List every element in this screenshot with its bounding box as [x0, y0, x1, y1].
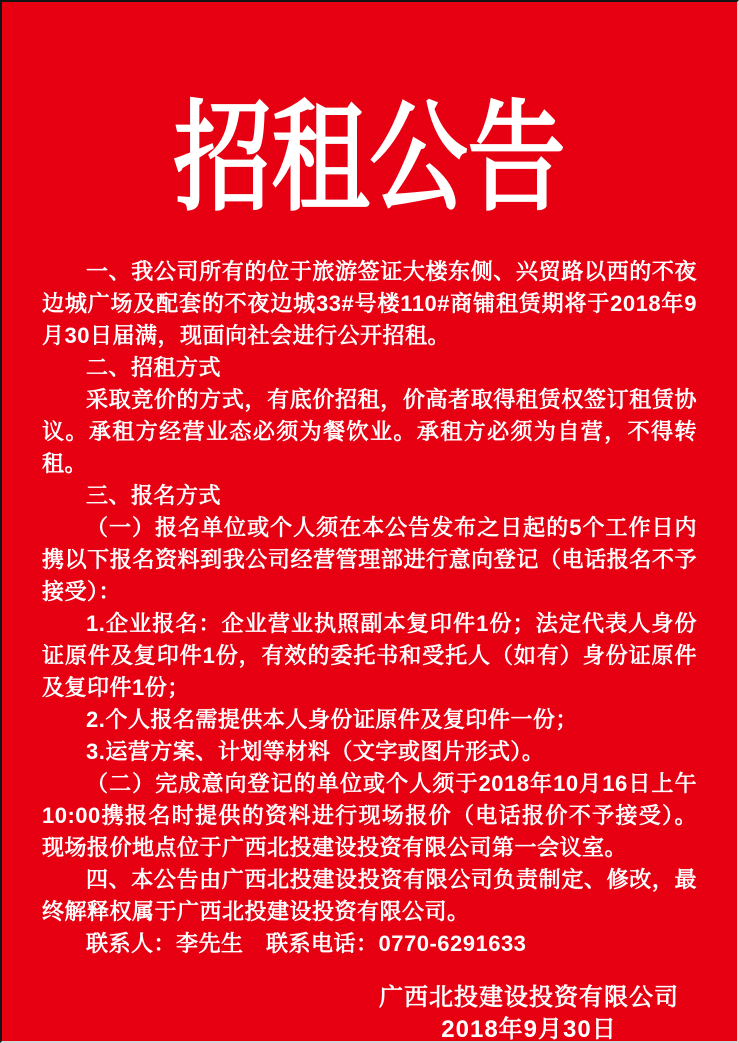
paragraph-11: 联系人：李先生 联系电话：0770-6291633 — [86, 931, 527, 956]
paragraph-9: （二）完成意向登记的单位或个人须于2018年10月16日上午10:00携报名时提供的资料进行现场报价（电话报价不予接受）。现场报价地点位于广西北投建设投资有限公司第一会议室。 — [42, 771, 697, 860]
paragraph-4: 三、报名方式 — [86, 483, 222, 508]
paragraph-3: 采取竞价的方式，有底价招租，价高者取得租赁权签订租赁协议。承租方经营业态必须为餐饮业。承租方必须为自营，不得转租。 — [42, 387, 697, 476]
announcement-body — [42, 256, 697, 960]
signature-block — [2, 982, 679, 1043]
paragraph-5: （一）报名单位或个人须在本公告发布之日起的5个工作日内携以下报名资料到我公司经营管理部进行意向登记（电话报名不予接受）： — [42, 515, 697, 604]
paragraph-7: 2.个人报名需提供本人身份证原件及复印件一份； — [86, 707, 578, 732]
paragraph-10: 四、本公告由广西北投建设投资有限公司负责制定、修改，最终解释权属于广西北投建设投资有限公司。 — [42, 867, 697, 924]
signature-inner — [379, 982, 679, 1043]
signature-date: 2018年9月30日 — [441, 1016, 617, 1043]
poster-title: 招租公告 — [173, 94, 566, 226]
paragraph-8: 3.运营方案、计划等材料（文字或图片形式）。 — [86, 739, 545, 764]
paragraph-6: 1.企业报名：企业营业执照副本复印件1份；法定代表人身份证原件及复印件1份，有效的委托书和受托人（如有）身份证原件及复印件1份； — [42, 611, 697, 700]
paragraph-1: 一、我公司所有的位于旅游签证大楼东侧、兴贸路以西的不夜边城广场及配套的不夜边城33#号楼110#商铺租赁期将于2018年9月30日届满，现面向社会进行公开招租。 — [42, 259, 697, 348]
paragraph-2: 二、招租方式 — [86, 355, 222, 380]
signature-company: 广西北投建设投资有限公司 — [379, 984, 679, 1011]
